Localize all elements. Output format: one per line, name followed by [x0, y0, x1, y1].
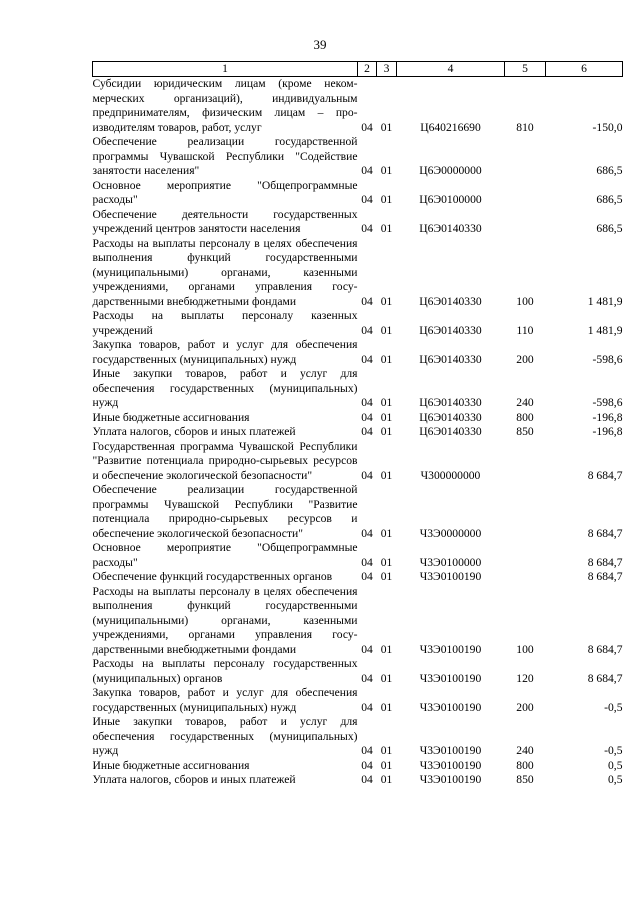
- row-subsection: 01: [380, 193, 393, 206]
- row-section: 04: [361, 555, 373, 569]
- table-row: [93, 440, 623, 484]
- row-amount: 686,5: [596, 164, 623, 177]
- header-col-4: 4: [397, 62, 505, 77]
- row-subsection: 01: [380, 671, 393, 685]
- row-amount: 8 684,7: [587, 671, 623, 685]
- row-expense-type: 110: [516, 323, 534, 337]
- row-target-article: Ч3Э0100190: [419, 744, 482, 757]
- table-row: [93, 338, 623, 367]
- row-description: Расходы на выплаты персоналу государственных (муниципальных) органов: [92, 657, 358, 685]
- row-subsection: 01: [380, 642, 393, 656]
- row-expense-type: 240: [516, 396, 534, 409]
- row-description: Иные закупки товаров, работ и услуг для обеспечения государственных (муниципальных) нужд: [92, 367, 358, 409]
- row-target-article: Ч3Э0100190: [419, 570, 482, 583]
- table-row: [93, 686, 623, 715]
- row-section: 04: [361, 294, 373, 308]
- page-number: 39: [313, 37, 327, 52]
- row-expense-type: 120: [516, 671, 534, 685]
- header-col-2: 2: [358, 62, 377, 77]
- row-section: 04: [361, 425, 373, 438]
- header-row: [93, 62, 623, 77]
- row-description: Обеспечение функций государственных органов: [92, 570, 333, 583]
- row-target-article: Ч3Э0000000: [419, 526, 482, 540]
- table-row: [93, 541, 623, 570]
- row-target-article: Ц6Э0140330: [419, 352, 482, 366]
- row-amount: -196,8: [592, 410, 623, 424]
- row-subsection: 01: [380, 570, 393, 583]
- row-description: Основное мероприятие "Общепрограммные расходы": [92, 178, 358, 206]
- table-row: [93, 208, 623, 237]
- row-amount: 1 481,9: [587, 294, 623, 308]
- row-description: Иные бюджетные ассигнования: [92, 410, 250, 424]
- row-description: Закупка товаров, работ и услуг для обеспечения государственных (муниципальных) нужд: [92, 686, 358, 714]
- table-row: [93, 715, 623, 759]
- row-target-article: Ц6Э0140330: [419, 410, 482, 424]
- row-subsection: 01: [380, 744, 393, 757]
- row-subsection: 01: [380, 222, 393, 235]
- header-col-1: 1: [93, 62, 358, 77]
- row-subsection: 01: [380, 425, 393, 438]
- row-target-article: Ч3Э0100190: [419, 700, 482, 714]
- row-subsection: 01: [380, 352, 393, 366]
- row-subsection: 01: [380, 555, 393, 569]
- row-expense-type: 200: [516, 700, 534, 714]
- row-target-article: Ч300000000: [420, 468, 481, 482]
- table-row: [93, 425, 623, 440]
- row-expense-type: [505, 135, 546, 179]
- table-row: [93, 179, 623, 208]
- table-row: [93, 411, 623, 426]
- row-section: 04: [361, 120, 373, 134]
- row-target-article: Ц640216690: [420, 120, 481, 134]
- row-description: Уплата налогов, сборов и иных платежей: [92, 773, 296, 786]
- row-expense-type: 200: [516, 352, 534, 366]
- row-expense-type: 240: [516, 744, 534, 757]
- row-target-article: Ц6Э0140330: [419, 323, 482, 337]
- row-description: Обеспечение деятельности государственных учреждений центров занятости населения: [92, 207, 358, 235]
- header-col-6: 6: [546, 62, 623, 77]
- row-expense-type: 100: [516, 294, 534, 308]
- header-col-5: 5: [505, 62, 546, 77]
- row-subsection: 01: [380, 120, 393, 134]
- row-amount: -598,6: [592, 396, 623, 409]
- row-section: 04: [361, 570, 373, 583]
- row-description: Иные закупки товаров, работ и услуг для обеспечения государственных (муниципальных) нужд: [92, 715, 358, 757]
- row-subsection: 01: [380, 468, 393, 482]
- row-amount: -598,6: [592, 352, 623, 366]
- table-row: [93, 77, 623, 136]
- row-section: 04: [361, 164, 373, 177]
- row-subsection: 01: [380, 526, 393, 540]
- row-subsection: 01: [380, 758, 393, 772]
- row-description: Иные бюджетные ассигнования: [92, 758, 250, 772]
- row-amount: 0,5: [608, 773, 623, 786]
- row-amount: 8 684,7: [587, 570, 623, 583]
- row-amount: 8 684,7: [587, 555, 623, 569]
- row-expense-type: 850: [516, 773, 534, 786]
- row-amount: 0,5: [608, 758, 623, 772]
- row-expense-type: 800: [516, 758, 534, 772]
- row-target-article: Ц6Э0140330: [419, 425, 482, 438]
- row-section: 04: [361, 352, 373, 366]
- row-subsection: 01: [380, 396, 393, 409]
- row-expense-type: [505, 440, 546, 484]
- table-row: [93, 367, 623, 411]
- budget-table: [92, 61, 623, 788]
- row-section: 04: [361, 396, 373, 409]
- row-target-article: Ч3Э0100190: [419, 671, 482, 685]
- table-row: [93, 570, 623, 585]
- row-description: Уплата налогов, сборов и иных платежей: [92, 425, 296, 438]
- row-target-article: Ц6Э0000000: [419, 164, 482, 177]
- row-section: 04: [361, 526, 373, 540]
- row-section: 04: [361, 323, 373, 337]
- table-row: [93, 237, 623, 310]
- row-amount: -0,5: [604, 744, 623, 757]
- row-section: 04: [361, 222, 373, 235]
- row-description: Основное мероприятие "Общепрограммные расходы": [92, 541, 358, 569]
- row-target-article: Ч3Э0100000: [419, 555, 482, 569]
- row-section: 04: [361, 773, 373, 786]
- row-subsection: 01: [380, 773, 393, 786]
- table-row: [93, 657, 623, 686]
- row-amount: -196,8: [592, 425, 623, 438]
- row-subsection: 01: [380, 410, 393, 424]
- row-description: Закупка товаров, работ и услуг для обеспечения государственных (муниципальных) нужд: [92, 338, 358, 366]
- row-expense-type: [505, 179, 546, 208]
- row-subsection: 01: [380, 294, 393, 308]
- table-row: [93, 309, 623, 338]
- row-description: Субсидии юридическим лицам (кроме некоммерческих организаций), индивидуальным предпринимателям, физическим лицам – производителям товаров, работ, услуг: [92, 77, 358, 134]
- row-amount: 1 481,9: [587, 323, 623, 337]
- row-expense-type: 100: [516, 642, 534, 656]
- row-description: Обеспечение реализации государственной программы Чувашской Республики "Развитие потенциала природно-сырьевых ресурсов и обеспечение экологической безопасности": [92, 483, 358, 540]
- table-header: [93, 62, 623, 77]
- row-section: 04: [361, 700, 373, 714]
- row-section: 04: [361, 642, 373, 656]
- row-section: 04: [361, 410, 373, 424]
- table-row: [93, 483, 623, 541]
- row-description: Расходы на выплаты персоналу в целях обеспечения выполнения функций государственными (муниципальными) органами, казенными учреждениями, органами управления государственными внебюджетными фондами: [92, 584, 358, 656]
- row-description: Расходы на выплаты персоналу в целях обеспечения выполнения функций государственными (муниципальными) органами, казенными учреждениями, органами управления государственными внебюджетными фондами: [92, 236, 358, 308]
- row-target-article: Ч3Э0100190: [419, 773, 482, 786]
- row-description: Обеспечение реализации государственной программы Чувашской Республики "Содействие занятости населения": [92, 135, 358, 177]
- row-target-article: Ч3Э0100190: [419, 758, 482, 772]
- table-row: [93, 585, 623, 658]
- row-amount: -150,0: [592, 120, 623, 134]
- row-section: 04: [361, 671, 373, 685]
- row-target-article: Ц6Э0100000: [419, 193, 482, 206]
- row-subsection: 01: [380, 700, 393, 714]
- row-amount: 8 684,7: [587, 642, 623, 656]
- row-expense-type: [505, 570, 546, 585]
- row-section: 04: [361, 744, 373, 757]
- table-row: [93, 759, 623, 774]
- table-row: [93, 773, 623, 788]
- table-row: [93, 135, 623, 179]
- row-amount: 686,5: [596, 222, 623, 235]
- row-amount: 8 684,7: [587, 526, 623, 540]
- row-amount: 686,5: [596, 193, 623, 206]
- row-section: 04: [361, 758, 373, 772]
- row-subsection: 01: [380, 164, 393, 177]
- row-expense-type: 850: [516, 425, 534, 438]
- row-target-article: Ч3Э0100190: [419, 642, 482, 656]
- row-description: Государственная программа Чувашской Республики "Развитие потенциала природно-сырьевых ресурсов и обеспечение экологической безопасности": [92, 439, 358, 482]
- row-expense-type: [505, 483, 546, 541]
- row-target-article: Ц6Э0140330: [419, 396, 482, 409]
- header-col-3: 3: [377, 62, 397, 77]
- table-body: [93, 77, 623, 788]
- row-subsection: 01: [380, 323, 393, 337]
- row-section: 04: [361, 468, 373, 482]
- row-expense-type: 800: [516, 410, 534, 424]
- row-section: 04: [361, 193, 373, 206]
- row-expense-type: 810: [516, 120, 534, 134]
- row-target-article: Ц6Э0140330: [419, 222, 482, 235]
- row-expense-type: [505, 208, 546, 237]
- row-description: Расходы на выплаты персоналу казенных учреждений: [92, 309, 358, 337]
- row-amount: 8 684,7: [587, 468, 623, 482]
- row-expense-type: [505, 541, 546, 570]
- row-amount: -0,5: [604, 700, 623, 714]
- row-target-article: Ц6Э0140330: [419, 294, 482, 308]
